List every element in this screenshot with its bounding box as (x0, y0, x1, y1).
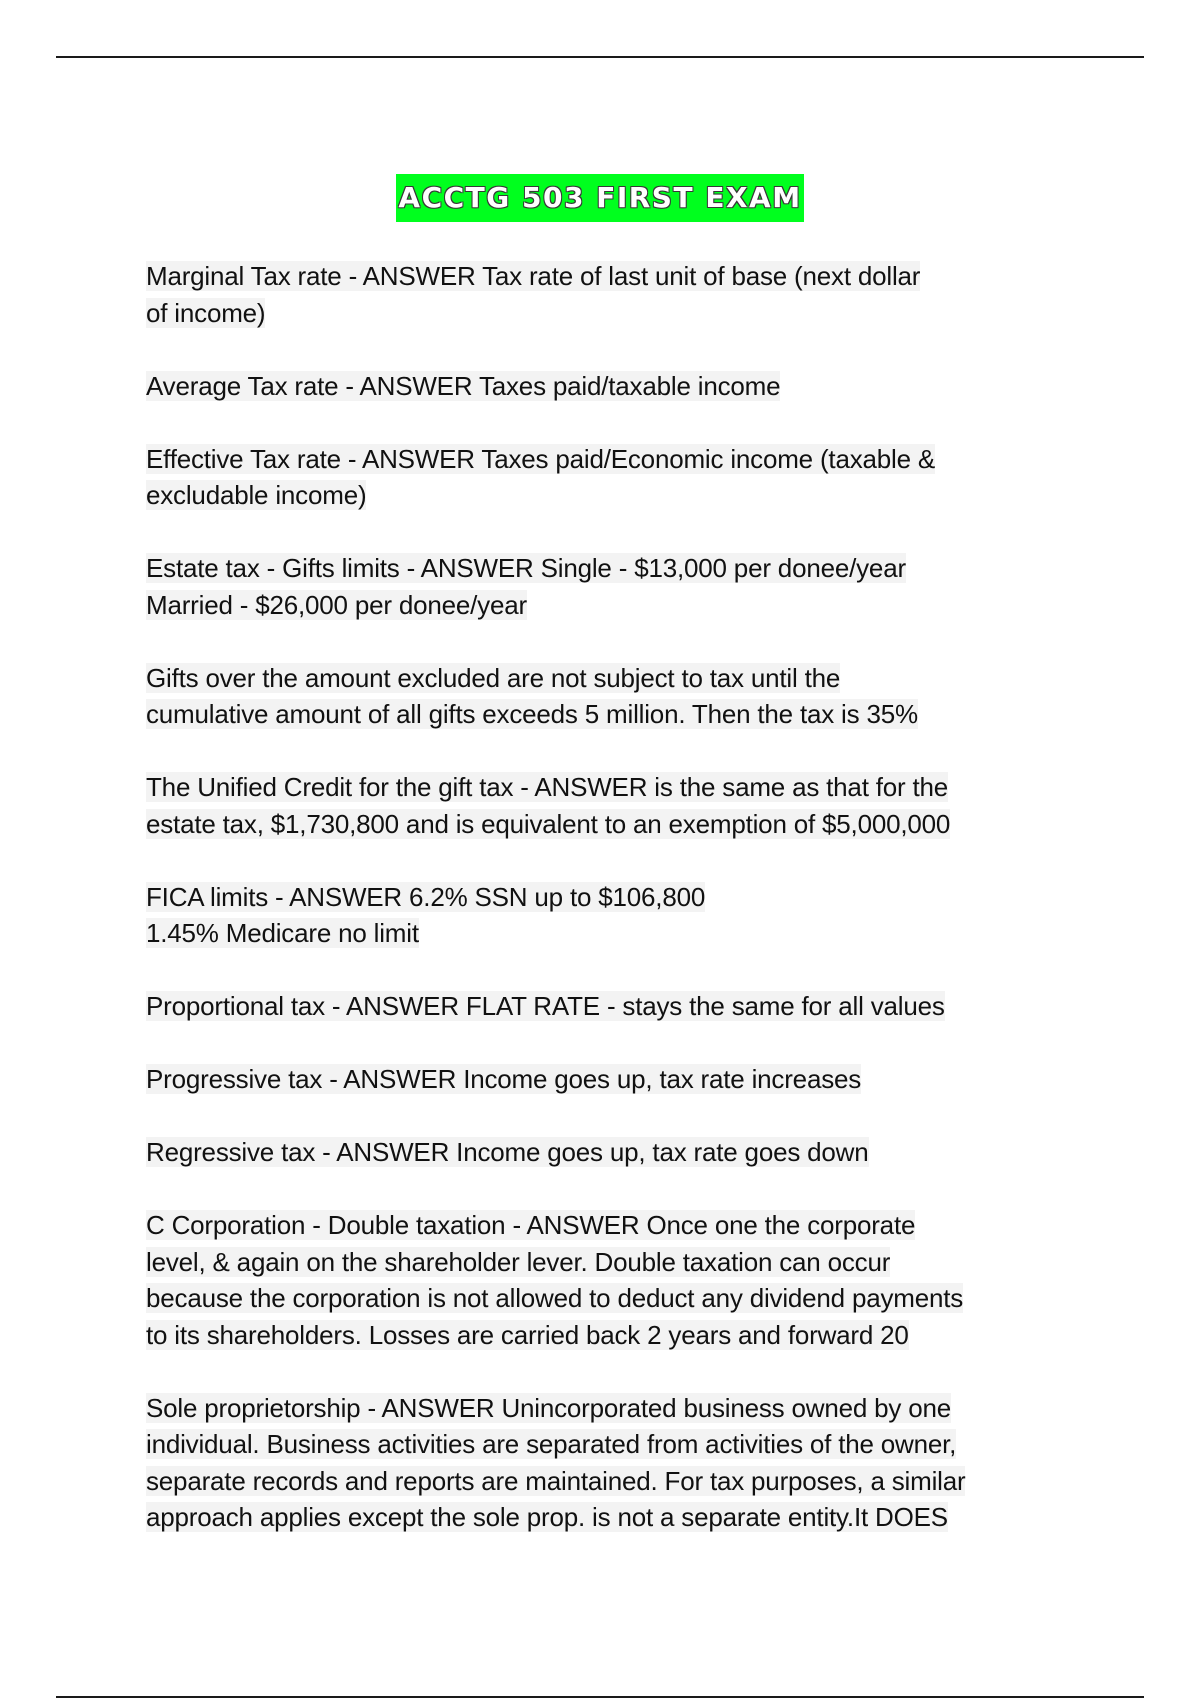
qa-entry (146, 879, 1066, 952)
entry-line: Effective Tax rate - ANSWER Taxes paid/Economic income (taxable & (146, 443, 936, 474)
entry-line: Proportional tax - ANSWER FLAT RATE - stays the same for all values (146, 991, 945, 1021)
qa-entry (146, 1134, 1066, 1171)
qa-entry (146, 660, 1066, 733)
document-body (146, 258, 1066, 1572)
entry-line: The Unified Credit for the gift tax - ANSWER is the same as that for the (146, 772, 949, 802)
qa-entry (146, 988, 1066, 1025)
entry-line: excludable income) (146, 480, 367, 510)
qa-entry (146, 441, 1066, 514)
qa-entry (146, 1061, 1066, 1098)
qa-entry (146, 1390, 1066, 1536)
title-block (0, 174, 1200, 222)
header-rule (56, 56, 1144, 58)
entry-line: Progressive tax - ANSWER Income goes up, tax rate increases (146, 1064, 862, 1094)
entry-line: individual. Business activities are separated from activities of the owner, (146, 1429, 957, 1459)
entry-line: FICA limits - ANSWER 6.2% SSN up to $106,800 (146, 881, 706, 912)
entry-line: Estate tax - Gifts limits - ANSWER Single - $13,000 per donee/year (146, 553, 906, 583)
entry-line: to its shareholders. Losses are carried back 2 years and forward 20 (146, 1319, 909, 1350)
qa-entry (146, 258, 1066, 331)
entry-line: Sole proprietorship - ANSWER Unincorporated business owned by one (146, 1392, 951, 1423)
entry-line: cumulative amount of all gifts exceeds 5 million. Then the tax is 35% (146, 699, 918, 729)
entry-line: of income) (146, 297, 266, 328)
qa-entry (146, 368, 1066, 405)
qa-entry (146, 769, 1066, 842)
entry-line: Marginal Tax rate - ANSWER Tax rate of last unit of base (next dollar (146, 261, 921, 291)
entry-line: Regressive tax - ANSWER Income goes up, tax rate goes down (146, 1137, 869, 1167)
entry-line: Married - $26,000 per donee/year (146, 589, 527, 620)
entry-line: C Corporation - Double taxation - ANSWER Once one the corporate (146, 1210, 916, 1240)
entry-line: separate records and reports are maintained. For tax purposes, a similar (146, 1465, 966, 1496)
entry-line: because the corporation is not allowed to deduct any dividend payments (146, 1283, 964, 1313)
entry-line: approach applies except the sole prop. is not a separate entity.It DOES (146, 1502, 948, 1532)
document-title: ACCTG 503 FIRST EXAM (396, 174, 803, 222)
entry-line: 1.45% Medicare no limit (146, 918, 419, 948)
entry-line: Average Tax rate - ANSWER Taxes paid/taxable income (146, 370, 781, 401)
qa-entry (146, 550, 1066, 623)
footer-rule (56, 1696, 1144, 1698)
qa-entry (146, 1207, 1066, 1353)
entry-line: estate tax, $1,730,800 and is equivalent to an exemption of $5,000,000 (146, 808, 951, 839)
entry-line: level, & again on the shareholder lever. Double taxation can occur (146, 1246, 891, 1277)
entry-line: Gifts over the amount excluded are not subject to tax until the (146, 662, 841, 693)
